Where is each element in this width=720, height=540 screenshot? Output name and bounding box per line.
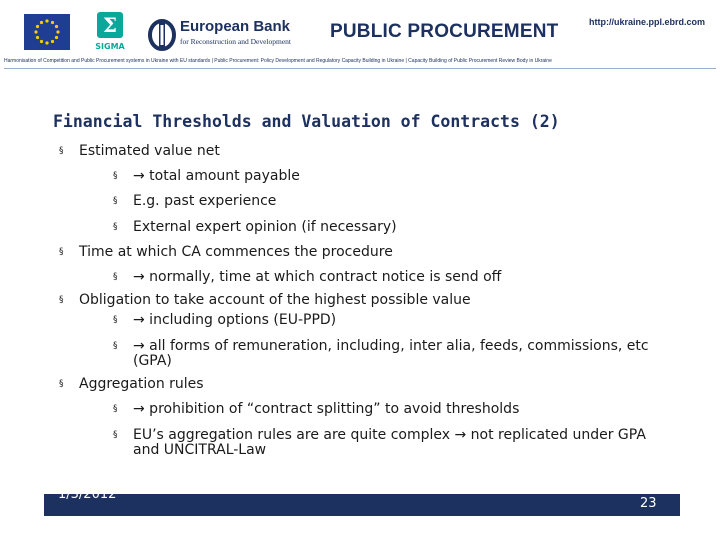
program-title: PUBLIC PROCUREMENT [330, 21, 559, 42]
bullet-marker: § [59, 146, 64, 156]
bullet-marker: § [59, 295, 64, 305]
bullet-marker: § [113, 196, 118, 206]
header-divider [4, 68, 716, 69]
ebrd-subtitle: for Reconstruction and Development [180, 37, 292, 46]
bullet-text: → normally, time at which contract notice is send off [133, 269, 502, 285]
bullet-marker: § [113, 272, 118, 282]
ebrd-emblem-icon [148, 19, 176, 51]
bullet-marker: § [113, 430, 118, 440]
bullet-text: Time at which CA commences the procedure [79, 244, 393, 260]
bullet-text: E.g. past experience [133, 193, 277, 209]
bullet-text: → total amount payable [133, 168, 300, 184]
ebrd-logo [148, 17, 308, 53]
header-banner [0, 0, 720, 70]
sigma-logo [90, 12, 130, 58]
bullet-marker: § [59, 379, 64, 389]
site-url-link[interactable]: http://ukraine.ppl.ebrd.com [589, 17, 706, 27]
bullet-text: → prohibition of “contract splitting” to avoid thresholds [133, 401, 520, 417]
bullet-text: Aggregation rules [79, 376, 204, 392]
slide-title: Financial Thresholds and Valuation of Contracts (2) [53, 112, 560, 131]
bullet-text: Obligation to take account of the highest possible value [79, 292, 471, 308]
sigma-symbol-icon: Σ [97, 12, 123, 38]
bullet-text: EU’s aggregation rules are are quite complex → not replicated under GPA and UNCITRAL-Law [133, 427, 646, 458]
page-number: 23 [640, 496, 657, 511]
bullet-marker: § [113, 404, 118, 414]
bullet-marker: § [113, 341, 118, 351]
bullet-text: External expert opinion (if necessary) [133, 219, 397, 235]
bullet-text: → all forms of remuneration, including, inter alia, feeds, commissions, etc (GPA) [133, 338, 649, 369]
bullet-text: Estimated value net [79, 143, 220, 159]
sigma-label: SIGMA [95, 42, 125, 51]
project-tagline: Harmonisation of Competition and Public Procurement systems in Ukraine with EU standards | Public Procurement: Policy Development and Regulatory Capacity Building in Ukraine | Capacity Building of Public Procurement Review Body in Ukraine [4, 58, 552, 64]
bullet-marker: § [113, 171, 118, 181]
eu-flag-icon [24, 14, 70, 50]
bullet-marker: § [59, 247, 64, 257]
footer-bar [44, 494, 680, 516]
bullet-marker: § [113, 222, 118, 232]
bullet-marker: § [113, 315, 118, 325]
footer-date: 1/3/2012 [58, 487, 117, 502]
ebrd-name: European Bank [180, 18, 291, 35]
bullet-text: → including options (EU-PPD) [133, 312, 337, 328]
